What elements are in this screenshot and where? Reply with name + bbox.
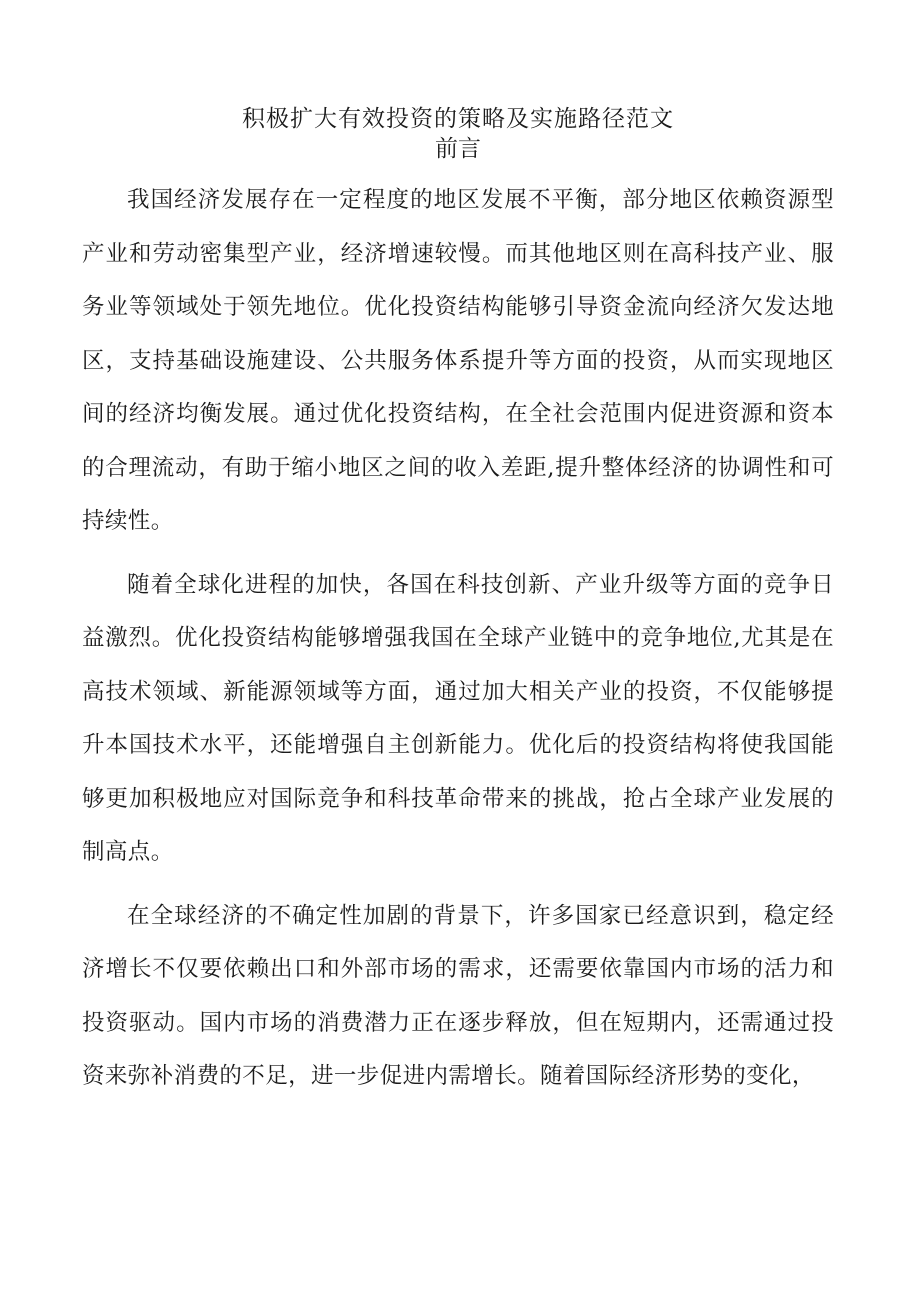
document-page	[82, 104, 834, 1114]
section-heading-preface: 前言	[435, 136, 481, 162]
document-title: 积极扩大有效投资的策略及实施路径范文	[242, 106, 674, 132]
paragraph-2: 随着全球化进程的加快，各国在科技创新、产业升级等方面的竞争日益激烈。优化投资结构能够增强我国在全球产业链中的竞争地位,尤其是在高技术领域、新能源领域等方面，通过加大相关产业的投资，不仅能够提升本国技术水平，还能增强自主创新能力。优化后的投资结构将使我国能够更加积极地应对国际竞争和科技革命带来的挑战，抢占全球产业发展的制高点。	[82, 571, 834, 865]
paragraph-1: 我国经济发展存在一定程度的地区发展不平衡，部分地区依赖资源型产业和劳动密集型产业，经济增速较慢。而其他地区则在高科技产业、服务业等领域处于领先地位。优化投资结构能够引导资金流向经济欠发达地区，支持基础设施建设、公共服务体系提升等方面的投资，从而实现地区间的经济均衡发展。通过优化投资结构，在全社会范围内促进资源和资本的合理流动，有助于缩小地区之间的收入差距,提升整体经济的协调性和可持续性。	[82, 187, 834, 534]
paragraph-3: 在全球经济的不确定性加剧的背景下，许多国家已经意识到，稳定经济增长不仅要依赖出口和外部市场的需求，还需要依靠国内市场的活力和投资驱动。国内市场的消费潜力正在逐步释放，但在短期内，还需通过投资来弥补消费的不足，进一步促进内需增长。随着国际经济形势的变化，	[82, 902, 834, 1089]
